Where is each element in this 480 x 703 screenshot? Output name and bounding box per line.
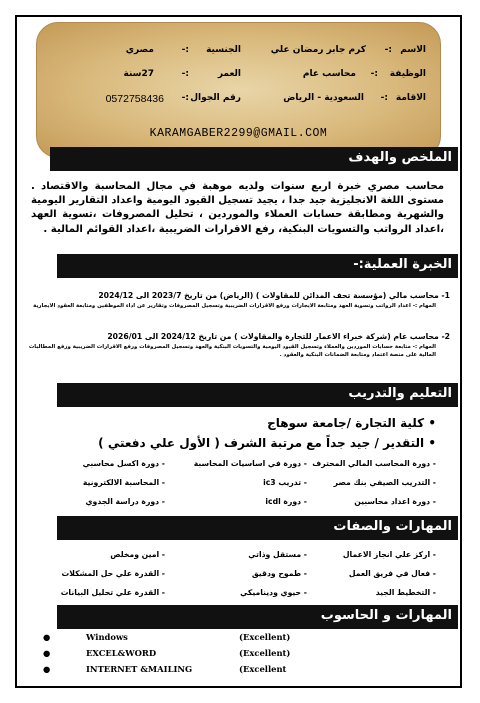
email-link[interactable]: KARAMGABER2299@GMAIL.COM: [149, 127, 328, 140]
skill-name: INTERNET &MAILING: [86, 664, 193, 674]
bullet: •: [424, 416, 436, 430]
course-item: - دورة المحاسب المالي المحترف: [312, 459, 436, 468]
section-bar-education: [57, 383, 458, 407]
bullet: ●: [43, 632, 51, 642]
job-label: الوظيفة: [389, 69, 426, 79]
skill-level: (Excellent): [239, 648, 291, 658]
course-item: - دورة في اساسيات المحاسبة: [193, 459, 307, 468]
row-job-age: [46, 69, 426, 81]
grade-text: التقدير / جيد جداً مع مرتبة الشرف ( الأول علي دفعتي ): [98, 436, 425, 450]
residence-value: السعودية - الرياض: [283, 93, 364, 103]
row-name-nationality: [46, 45, 426, 57]
skill-item: - فعال في فريق العمل: [348, 569, 436, 578]
separator: :-: [181, 45, 189, 55]
degree-text: كلية التجارة /جامعة سوهاج: [267, 416, 425, 430]
skill-item: - مستقل وذاتي: [248, 550, 307, 559]
row-residence-mobile: [46, 93, 426, 105]
course-item: - دورة icdl: [265, 497, 307, 506]
experience-details: المهام :- متابعة حسابات الموردين والعملاء وتسجيل القيود اليومية والتسويات البنكية والعهد وتسجيل المصروفات ورفع الاقرارات الضريبية ورفع المطالبات المالية على منصة اعتماد ومتابعة الضمانات البنكية والعقود .: [28, 343, 436, 358]
experience-item: [27, 332, 450, 359]
skill-item: - طموح ودقيق: [251, 569, 307, 578]
skill-name: Windows: [86, 632, 128, 642]
skill-item: - القدرة علي تحليل البيانات: [60, 588, 165, 597]
mobile-label: رقم الجوال: [190, 93, 241, 103]
bullet: ●: [43, 664, 51, 674]
nationality-label: الجنسية: [206, 45, 241, 55]
skill-item: - امين ومخلص: [110, 550, 165, 559]
separator: :-: [380, 93, 388, 103]
section-title: الملخص والهدف: [348, 150, 452, 165]
residence-label: الاقامة: [395, 93, 426, 103]
personal-info-card: [36, 22, 441, 158]
section-title: الخبرة العملية:-: [353, 257, 452, 272]
section-title: التعليم والتدريب: [348, 386, 452, 401]
section-bar-experience: [57, 254, 458, 278]
section-bar-computer: [57, 605, 458, 629]
course-item: - دورة دراسة الجدوي: [85, 497, 165, 506]
experience-heading: 1- محاسب مالي (مؤسسة تحف المدائن للمقاولات ) (الرياض) من تاريخ 2023/7 الى 2024/12: [98, 291, 450, 300]
skill-name: EXCEL&WORD: [86, 648, 157, 658]
age-label: العمر: [217, 69, 241, 79]
course-item: - دورة اكسل محاسبي: [82, 459, 165, 468]
education-grade: [98, 436, 436, 450]
course-item: - دورة اعداد محاسبين: [354, 497, 436, 506]
course-item: - تدريب ic3: [263, 478, 307, 487]
skill-item: - حيوي وديناميكي: [240, 588, 307, 597]
age-value: 27سنة: [123, 69, 154, 79]
course-item: - المحاسبة الالكترونية: [82, 478, 165, 487]
course-item: - التدريب الصيفي بنك مصر: [333, 478, 436, 487]
skill-level: (Excellent): [239, 632, 291, 642]
name-label: الاسم: [400, 45, 426, 55]
summary-text: محاسب مصري خبرة اربع سنوات ولديه موهبة في مجال المحاسبة والاقتصاد . مستوى اللغة الانجليزية جيد جدا ، يجيد تسجيل القيود اليومية واعداد التقارير اليومية والشهرية ومطابقة حسابات العملاء والموردين ، تحليل المصروفات ،تسوية العهد ،اعداد الرواتب والتسويات البنكية، رفع الاقرارات الضريبية ،اعداد القوائم المالية .: [31, 181, 444, 235]
bullet: ●: [43, 648, 51, 658]
mobile-value[interactable]: 0572758436: [105, 93, 164, 105]
skill-level: (Excellent: [239, 664, 287, 674]
skill-item: - القدرة علي حل المشكلات: [61, 569, 165, 578]
name-value: كرم جابر رمضان علي: [270, 45, 366, 55]
nationality-value: مصري: [125, 45, 154, 55]
experience-item: [27, 291, 450, 310]
section-title: المهارات و الحاسوب: [320, 608, 452, 623]
bullet: •: [424, 436, 436, 450]
experience-details: المهام :- اعداد الرواتب وتسوية العهد ومتابعة الايجارات ورفع الاقرارات الضريبية وتسجيل المصروفات وتقارير عن اداء الموظفين ومتابعة العقود الايجارية: [33, 302, 436, 309]
separator: :-: [181, 93, 189, 103]
skill-item: - التخطيط الجيد: [375, 588, 436, 597]
skill-item: - اركز علي انجاز الاعمال: [342, 550, 436, 559]
section-bar-summary: [50, 147, 458, 171]
experience-heading: 2- محاسب عام (شركة خبراء الاعمار للتجارة والمقاولات ) من تاريخ 2024/12 الى 2026/01: [107, 332, 450, 341]
separator: :-: [181, 69, 189, 79]
job-value: محاسب عام: [302, 69, 356, 79]
section-bar-skills: [57, 516, 458, 540]
separator: :-: [370, 69, 378, 79]
section-title: المهارات والصفات: [333, 519, 452, 534]
cv-page: [15, 15, 462, 688]
education-degree: [267, 416, 436, 430]
separator: :-: [384, 45, 392, 55]
